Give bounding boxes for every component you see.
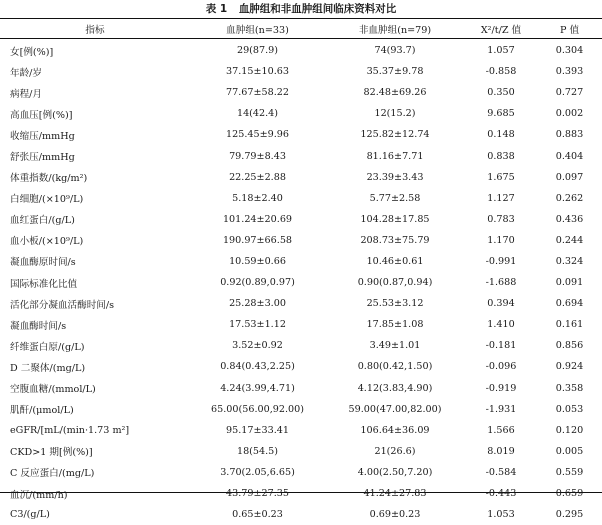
test-statistic-value: 9.685 xyxy=(487,108,515,120)
header-test-statistic: X²/t/Z 值 xyxy=(480,25,522,36)
header-p-value: P 值 xyxy=(559,25,580,36)
test-statistic-value: 8.019 xyxy=(487,445,515,457)
non-hematoma-value: 17.85±1.08 xyxy=(366,319,424,331)
hematoma-value: 18(54.5) xyxy=(236,445,279,457)
hematoma-value: 125.45±9.96 xyxy=(226,129,289,141)
table-row xyxy=(0,420,602,441)
table-title: 血肿组和非血肿组间临床资料对比 xyxy=(238,3,397,15)
hematoma-value: 101.24±20.69 xyxy=(222,213,293,225)
hematoma-value: 3.70(2.05,6.65) xyxy=(220,466,295,478)
non-hematoma-value: 25.53±3.12 xyxy=(366,298,424,310)
p-value: 0.404 xyxy=(555,150,584,162)
non-hematoma-value: 4.12(3.83,4.90) xyxy=(357,382,433,394)
row-label: C3/(g/L) xyxy=(10,509,50,521)
p-value: 0.304 xyxy=(555,45,584,57)
non-hematoma-value: 0.69±0.23 xyxy=(369,509,421,521)
non-hematoma-value: 82.48±69.26 xyxy=(363,87,427,99)
hematoma-value: 10.59±0.66 xyxy=(229,255,286,267)
table-row xyxy=(0,356,602,377)
table-row xyxy=(0,82,602,103)
test-statistic-value: -0.181 xyxy=(485,340,517,352)
row-label: C 反应蛋白/(mg/L) xyxy=(10,468,95,480)
test-statistic-value: 0.148 xyxy=(487,129,515,141)
hematoma-value: 14(42.4) xyxy=(236,108,279,120)
header-non-hematoma-group: 非血肿组(n=79) xyxy=(358,25,432,36)
p-value: 0.727 xyxy=(555,87,584,99)
table-caption xyxy=(0,0,602,18)
test-statistic-value: 1.127 xyxy=(487,192,515,204)
p-value: 0.436 xyxy=(555,213,584,225)
non-hematoma-value: 5.77±2.58 xyxy=(369,192,421,204)
hematoma-value: 25.28±3.00 xyxy=(229,298,286,310)
row-label: 血沉/(mm/h) xyxy=(10,489,68,501)
row-label: 肌酐/(μmol/L) xyxy=(10,405,74,417)
table-row xyxy=(0,230,602,251)
test-statistic-value: 0.350 xyxy=(487,87,515,99)
row-label: 活化部分凝血活酶时间/s xyxy=(10,299,115,311)
test-statistic-value: 1.053 xyxy=(487,509,515,521)
p-value: 0.002 xyxy=(555,108,584,120)
hematoma-value: 17.53±1.12 xyxy=(229,319,286,331)
table-row xyxy=(0,314,602,335)
test-statistic-value: -0.991 xyxy=(485,255,517,267)
row-label: 空腹血糖/(mmol/L) xyxy=(10,384,96,396)
hematoma-value: 0.84(0.43,2.25) xyxy=(220,361,295,373)
non-hematoma-value: 10.46±0.61 xyxy=(366,255,424,267)
non-hematoma-value: 4.00(2.50,7.20) xyxy=(357,466,433,478)
test-statistic-value: 1.170 xyxy=(487,234,515,246)
row-label: 体重指数/(kg/m²) xyxy=(10,173,88,185)
table-row xyxy=(0,103,602,124)
p-value: 0.097 xyxy=(555,171,584,183)
header-hematoma-group: 血肿组(n=33) xyxy=(226,25,289,36)
table-row xyxy=(0,462,602,483)
row-label: 凝血酶原时间/s xyxy=(10,257,76,269)
row-label: 白细胞/(×10⁹/L) xyxy=(10,194,84,206)
table-row xyxy=(0,188,602,209)
non-hematoma-value: 3.49±1.01 xyxy=(369,340,421,352)
p-value: 0.659 xyxy=(555,488,584,500)
p-value: 0.358 xyxy=(555,382,584,394)
non-hematoma-value: 41.24±27.83 xyxy=(363,488,427,500)
row-label: 年龄/岁 xyxy=(10,67,43,79)
table-row xyxy=(0,251,602,272)
p-value: 0.856 xyxy=(555,340,584,352)
hematoma-value: 65.00(56.00,92.00) xyxy=(211,403,304,415)
test-statistic-value: -0.443 xyxy=(485,488,517,500)
hematoma-value: 190.97±66.58 xyxy=(222,234,293,246)
row-label: 女[例(%)] xyxy=(10,46,54,58)
row-label: 血小板/(×10⁹/L) xyxy=(10,236,84,248)
p-value: 0.694 xyxy=(555,298,584,310)
non-hematoma-value: 0.80(0.42,1.50) xyxy=(357,361,433,373)
non-hematoma-value: 81.16±7.71 xyxy=(366,150,424,162)
table-row xyxy=(0,209,602,230)
test-statistic-value: -0.096 xyxy=(485,361,517,373)
p-value: 0.924 xyxy=(555,361,584,373)
header-row xyxy=(0,20,602,38)
row-label: 收缩压/mmHg xyxy=(10,130,75,142)
test-statistic-value: -0.584 xyxy=(485,466,517,478)
table-row xyxy=(0,145,602,166)
p-value: 0.053 xyxy=(555,403,584,415)
test-statistic-value: 0.838 xyxy=(487,150,515,162)
hematoma-value: 79.79±8.43 xyxy=(229,150,286,162)
hematoma-value: 95.17±33.41 xyxy=(226,424,289,436)
non-hematoma-value: 104.28±17.85 xyxy=(360,213,430,225)
table-row xyxy=(0,335,602,356)
test-statistic-value: 0.394 xyxy=(487,298,515,310)
row-label: 凝血酶时间/s xyxy=(10,320,67,332)
non-hematoma-value: 21(26.6) xyxy=(374,445,416,457)
test-statistic-value: 1.057 xyxy=(487,45,515,57)
p-value: 0.161 xyxy=(555,319,584,331)
row-label: 舒张压/mmHg xyxy=(10,152,75,164)
row-label: 病程/月 xyxy=(10,88,43,100)
p-value: 0.393 xyxy=(555,66,584,78)
p-value: 0.295 xyxy=(555,509,584,521)
test-statistic-value: -0.858 xyxy=(485,66,517,78)
hematoma-value: 4.24(3.99,4.71) xyxy=(220,382,295,394)
p-value: 0.005 xyxy=(555,445,584,457)
row-label: 高血压[例(%)] xyxy=(10,109,73,121)
test-statistic-value: 1.566 xyxy=(487,424,515,436)
top-rule xyxy=(0,18,602,19)
header-indicator: 指标 xyxy=(85,25,105,36)
non-hematoma-value: 0.90(0.87,0.94) xyxy=(357,277,433,289)
table-row xyxy=(0,378,602,399)
row-label: 血红蛋白/(g/L) xyxy=(10,215,75,227)
table-row xyxy=(0,293,602,314)
p-value: 0.262 xyxy=(555,192,584,204)
non-hematoma-value: 35.37±9.78 xyxy=(366,66,424,78)
test-statistic-value: -1.688 xyxy=(485,277,517,289)
non-hematoma-value: 23.39±3.43 xyxy=(366,171,424,183)
row-label: 国际标准化比值 xyxy=(10,278,78,290)
hematoma-value: 77.67±58.22 xyxy=(226,87,289,99)
table-row xyxy=(0,441,602,462)
test-statistic-value: -0.919 xyxy=(485,382,517,394)
non-hematoma-value: 208.73±75.79 xyxy=(360,234,430,246)
p-value: 0.324 xyxy=(555,255,584,267)
p-value: 0.091 xyxy=(555,277,584,289)
test-statistic-value: -1.931 xyxy=(485,403,517,415)
hematoma-value: 0.65±0.23 xyxy=(232,509,283,521)
non-hematoma-value: 125.82±12.74 xyxy=(360,129,430,141)
hematoma-value: 3.52±0.92 xyxy=(232,340,283,352)
row-label: D 二聚体/(mg/L) xyxy=(10,362,86,374)
hematoma-value: 29(87.9) xyxy=(236,45,279,57)
non-hematoma-value: 74(93.7) xyxy=(374,45,416,57)
hematoma-value: 37.15±10.63 xyxy=(226,66,289,78)
table-row xyxy=(0,399,602,420)
p-value: 0.244 xyxy=(555,234,584,246)
table-row xyxy=(0,124,602,145)
test-statistic-value: 1.410 xyxy=(487,319,515,331)
non-hematoma-value: 59.00(47.00,82.00) xyxy=(348,403,442,415)
row-label: eGFR/[mL/(min·1.73 m²] xyxy=(10,424,130,436)
hematoma-value: 5.18±2.40 xyxy=(232,192,283,204)
non-hematoma-value: 106.64±36.09 xyxy=(360,424,430,436)
row-label: 纤维蛋白原/(g/L) xyxy=(10,341,85,353)
table-row xyxy=(0,504,602,525)
table-number: 表 1 xyxy=(205,3,228,15)
hematoma-value: 22.25±2.88 xyxy=(229,171,286,183)
table-row xyxy=(0,61,602,82)
p-value: 0.120 xyxy=(555,424,584,436)
non-hematoma-value: 12(15.2) xyxy=(374,108,416,120)
table-row xyxy=(0,40,602,61)
test-statistic-value: 1.675 xyxy=(487,171,515,183)
p-value: 0.883 xyxy=(555,129,584,141)
table-row xyxy=(0,167,602,188)
p-value: 0.559 xyxy=(555,466,584,478)
hematoma-value: 43.79±27.35 xyxy=(226,488,289,500)
hematoma-value: 0.92(0.89,0.97) xyxy=(220,277,295,289)
row-label: CKD>1 期[例(%)] xyxy=(10,447,93,459)
table-row xyxy=(0,272,602,293)
clinical-data-table xyxy=(0,20,602,525)
test-statistic-value: 0.783 xyxy=(487,213,515,225)
